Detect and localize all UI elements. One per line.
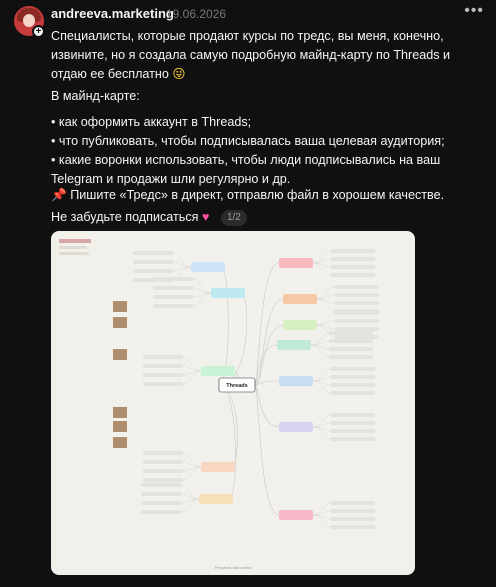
mindmap-leaf-line (173, 267, 191, 271)
mindmap-leaf-line (181, 494, 199, 499)
mindmap-leaf-text (143, 469, 183, 473)
author-name[interactable]: andreeva.marketing (51, 6, 174, 21)
mindmap-canvas (51, 231, 415, 575)
mindmap-leaf-line (181, 499, 199, 503)
mindmap-leaf-text (133, 251, 173, 255)
mindmap-leaf-text (331, 375, 375, 379)
mindmap-leaf-text (331, 517, 375, 521)
paragraph-1-text: Специалисты, которые продают курсы по тредс, вы меня, конечно, извините, но я создала самую подробную майнд-карту по Threads и отдаю ее бесплатно (51, 29, 451, 81)
mindmap-thumbnail-image (113, 301, 127, 312)
mindmap-leaf-text (329, 331, 373, 335)
mindmap-leaf-line (181, 499, 199, 512)
list-item: • что публиковать, чтобы подписывалась ваша целевая аудитория; (51, 134, 445, 148)
mindmap-leaf-text (143, 373, 183, 377)
mindmap-branch-node (191, 262, 225, 272)
heart-icon: ♥ (201, 210, 210, 224)
mindmap-leaf-text (331, 265, 375, 269)
mindmap-header-text (59, 246, 87, 249)
mindmap-leaf-text (335, 327, 379, 331)
mindmap-leaf-text (331, 273, 375, 277)
post-cta (51, 186, 481, 205)
mindmap-leaf-text (143, 460, 183, 464)
mindmap-branch-line (255, 385, 279, 515)
list-item: • какие воронки использовать, чтобы люди подписывались на ваш Telegram и продажи шли регулярно и др. (51, 153, 441, 186)
mindmap-branch-node (279, 510, 313, 520)
page-indicator[interactable]: 1/2 (221, 210, 247, 226)
mindmap-branch-node (279, 422, 313, 432)
mindmap-leaf-text (133, 260, 173, 264)
mindmap-leaf-text (331, 429, 375, 433)
mindmap-leaf-text (141, 510, 181, 514)
mindmap-leaf-text (331, 437, 375, 441)
mindmap-branch-node (279, 376, 313, 386)
mindmap-branch-node (283, 320, 317, 330)
mindmap-leaf-text (143, 451, 183, 455)
mindmap-leaf-line (193, 288, 211, 293)
mindmap-leaf-text (143, 478, 183, 482)
post-intro: В майнд-карте: (51, 89, 140, 103)
mindmap-branch-node (277, 340, 311, 350)
mindmap-leaf-line (183, 462, 201, 467)
mindmap-branch-node (283, 294, 317, 304)
mindmap-leaf-text (331, 383, 375, 387)
mindmap-leaf-text (331, 257, 375, 261)
mindmap-branch-node (211, 288, 245, 298)
mindmap-leaf-text (331, 413, 375, 417)
mindmap-leaf-text (331, 525, 375, 529)
more-icon[interactable]: ••• (464, 2, 484, 19)
mindmap-leaf-text (153, 295, 193, 299)
mindmap-leaf-text (143, 382, 183, 386)
mindmap-thumbnail-image (113, 349, 127, 360)
mindmap-leaf-line (183, 371, 201, 375)
mindmap-thumbnail-image (113, 317, 127, 328)
mindmap-leaf-text (143, 364, 183, 368)
mindmap-leaf-text (153, 277, 193, 281)
mindmap-leaf-text (331, 249, 375, 253)
mindmap-leaf-line (193, 293, 211, 306)
mindmap-leaf-line (183, 467, 201, 471)
mindmap-leaf-text (153, 286, 193, 290)
mindmap-branch-node (201, 462, 235, 472)
mindmap-branch-node (201, 366, 235, 376)
mindmap-image[interactable] (51, 231, 415, 575)
cta-text: Пишите «Тредс» в директ, отправлю файл в хорошем качестве. (70, 188, 445, 202)
winking-tongue-emoji-icon: 😜 (172, 67, 186, 81)
mindmap-leaf-text (329, 355, 373, 359)
pushpin-icon: 📌 (51, 188, 67, 202)
mindmap-leaf-text (331, 367, 375, 371)
mindmap-leaf-text (335, 319, 379, 323)
mindmap-thumbnail-image (113, 407, 127, 418)
subscribe-text: Не забудьте подписаться (51, 210, 199, 224)
mindmap-branch-line (219, 385, 237, 467)
mindmap-leaf-text (329, 339, 373, 343)
post-list (51, 113, 481, 189)
mindmap-leaf-text (329, 347, 373, 351)
mindmap-center-title: Threads (226, 383, 248, 389)
mindmap-leaf-text (141, 492, 181, 496)
mindmap-leaf-text (335, 335, 379, 339)
mindmap-leaf-text (335, 285, 379, 289)
follow-plus-icon[interactable]: + (32, 25, 45, 38)
mindmap-leaf-text (335, 311, 379, 315)
mindmap-watermark: Prepared with xmind (214, 565, 252, 570)
mindmap-leaf-text (143, 355, 183, 359)
mindmap-leaf-text (133, 269, 173, 273)
mindmap-leaf-line (183, 467, 201, 480)
mindmap-branch-node (279, 258, 313, 268)
mindmap-leaf-text (335, 301, 379, 305)
mindmap-header-text (59, 239, 91, 243)
mindmap-leaf-text (141, 483, 181, 487)
post-subscribe (51, 208, 481, 227)
mindmap-leaf-text (331, 391, 375, 395)
list-item: • как оформить аккаунт в Threads; (51, 115, 252, 129)
mindmap-leaf-line (193, 293, 211, 297)
mindmap-leaf-text (335, 293, 379, 297)
mindmap-leaf-text (153, 304, 193, 308)
mindmap-leaf-text (331, 501, 375, 505)
mindmap-leaf-line (183, 366, 201, 371)
post-paragraph-1 (51, 27, 481, 84)
mindmap-leaf-text (331, 421, 375, 425)
avatar-face (23, 14, 35, 27)
post-date: 19.06.2026 (166, 7, 227, 21)
mindmap-leaf-text (141, 501, 181, 505)
mindmap-leaf-line (173, 262, 191, 267)
mindmap-branch-line (255, 381, 279, 385)
mindmap-branch-node (199, 494, 233, 504)
mindmap-thumbnail-image (113, 421, 127, 432)
mindmap-thumbnail-image (113, 437, 127, 448)
mindmap-leaf-line (183, 371, 201, 384)
mindmap-header-text (59, 252, 89, 255)
mindmap-leaf-text (331, 509, 375, 513)
